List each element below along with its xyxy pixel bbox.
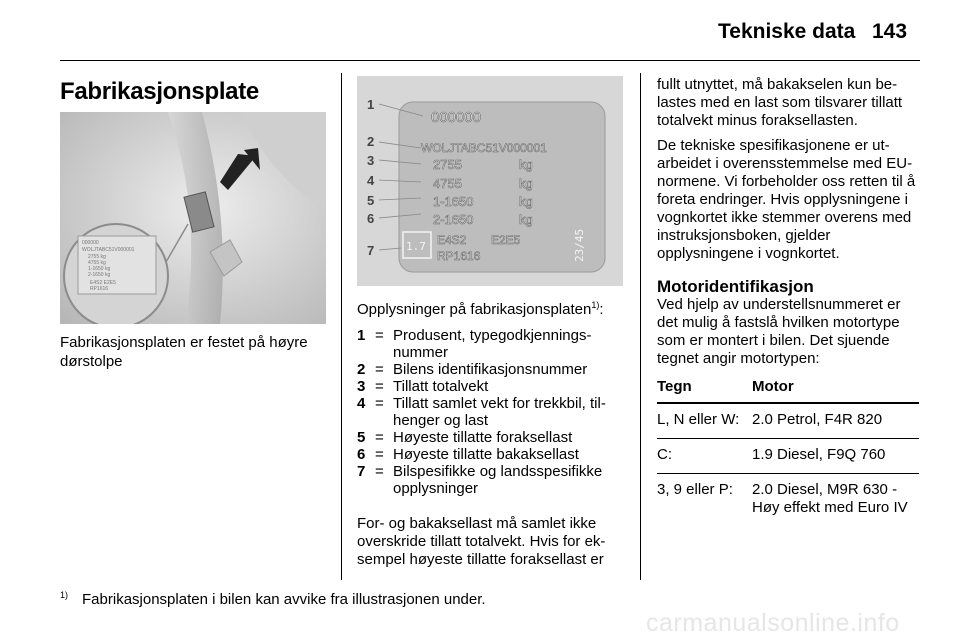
plate-line-6: 2-1650 <box>433 212 474 227</box>
plate-label-5: 5 <box>367 193 375 208</box>
plate-line-7b: E2E5 <box>491 233 521 247</box>
list-item: 1 = Produsent, typegodkjenningsnummer <box>357 327 592 361</box>
svg-text:000000: 000000 <box>82 240 99 246</box>
table-row: 3, 9 eller P: 2.0 Diesel, M9R 630 - Høy effekt med Euro IV <box>657 481 908 516</box>
plate-line-4: 4755 <box>433 176 462 191</box>
plate-unit-5: kg <box>519 194 533 209</box>
plate-line-2: WOLJTABC51V000001 <box>421 141 547 155</box>
plate-label-6: 6 <box>367 211 375 226</box>
door-pillar-photo <box>60 112 326 324</box>
axle-load-paragraph-cont: fullt utnyttet, må bakakselen kun belastes med en last som tilsvarer tillatt totalvekt minus foraksellasten. <box>657 76 903 129</box>
list-item: 6 = Høyeste tillatte bakaksellast <box>357 446 579 463</box>
svg-text:4755 kg: 4755 kg <box>88 260 106 266</box>
svg-text:1-1650 kg: 1-1650 kg <box>88 266 111 272</box>
plate-label-7: 7 <box>367 243 375 258</box>
plate-unit-3: kg <box>519 157 533 172</box>
plate-label-4: 4 <box>367 173 375 188</box>
header-divider <box>60 60 920 61</box>
engine-id-paragraph: Ved hjelp av understellsnummeret er det mulig å fastslå hvilken motortype som er montert i bilen. Det sjuende tegnet angir motortypen: <box>657 296 901 367</box>
plate-line-3: 2755 <box>433 157 462 172</box>
table-row: C: 1.9 Diesel, F9Q 760 <box>657 439 919 474</box>
footnote-ref: 1) <box>591 300 600 310</box>
footnote-mark: 1) <box>60 590 69 600</box>
engine-table <box>657 378 919 526</box>
svg-text:2755 kg: 2755 kg <box>88 254 106 260</box>
svg-text:E4S2 E2E5: E4S2 E2E5 <box>90 280 116 286</box>
specs-paragraph: De tekniske spesifikasjonene er utarbeidet i overensstemmelse med EU-normene. Vi forbeholder oss retten til å foreta endringer. Hvis opplysningene i vognkortet ikke stemmer overens med instruksjonsboken, gjelder opplysningene i vognkortet. <box>657 137 916 262</box>
watermark[interactable]: carmanualsonline.info <box>646 609 900 637</box>
svg-text:2-1650 kg: 2-1650 kg <box>88 272 111 278</box>
right-column <box>657 76 922 526</box>
svg-text:WOLJTABC51V000001: WOLJTABC51V000001 <box>82 247 135 253</box>
svg-text:RP1616: RP1616 <box>90 286 109 292</box>
plate-label-2: 2 <box>367 134 375 149</box>
list-item: 5 = Høyeste tillatte foraksellast <box>357 429 573 446</box>
plate-field-list <box>357 327 625 497</box>
list-item: 3 = Tillatt totalvekt <box>357 378 489 395</box>
plate-unit-4: kg <box>519 176 533 191</box>
plate-line-7d: 23/45 <box>573 228 586 262</box>
footnote <box>60 590 486 608</box>
plate-unit-6: kg <box>519 212 533 227</box>
section-title: Fabrikasjonsplate <box>60 78 259 105</box>
table-row: L, N eller W: 2.0 Petrol, F4R 820 <box>657 404 919 439</box>
plate-label-1: 1 <box>367 97 375 112</box>
running-header-title: Tekniske data <box>718 20 856 43</box>
list-item: 2 = Bilens identifikasjonsnummer <box>357 361 588 378</box>
plate-line-5: 1-1650 <box>433 194 474 209</box>
plate-line-7a: E4S2 <box>437 233 467 247</box>
list-item: 4 = Tillatt samlet vekt for trekkbil, tilhenger og last <box>357 395 606 429</box>
engine-id-heading: Motoridentifikasjon <box>657 277 814 296</box>
plate-list-intro-text: Opplysninger på fabrikasjonsplaten <box>357 301 592 318</box>
plate-line-7c: RP1616 <box>437 249 481 263</box>
list-item: 7 = Bilspesifikke og landsspesifikke opplysninger <box>357 463 603 497</box>
plate-label-3: 3 <box>367 153 375 168</box>
page-number: 143 <box>872 20 908 43</box>
plate-line-7e: 1.7 <box>406 240 426 253</box>
table-header: Tegn Motor <box>657 378 919 404</box>
plate-list-intro <box>357 300 604 318</box>
column-divider-left <box>341 73 342 580</box>
plate-list-intro-colon: : <box>599 301 604 318</box>
column-divider-right <box>640 73 641 580</box>
photo-caption: Fabrikasjonsplaten er festet på høyre dørstolpe <box>60 334 308 370</box>
footnote-text: Fabrikasjonsplaten i bilen kan avvike fra illustrasjonen under. <box>82 591 486 608</box>
axle-load-paragraph: For- og bakaksellast må samlet ikke overskride tillatt totalvekt. Hvis for eksempel høyeste tillatte foraksellast er <box>357 515 606 568</box>
plate-illustration <box>357 76 623 286</box>
plate-line-1: 000000 <box>431 109 482 126</box>
